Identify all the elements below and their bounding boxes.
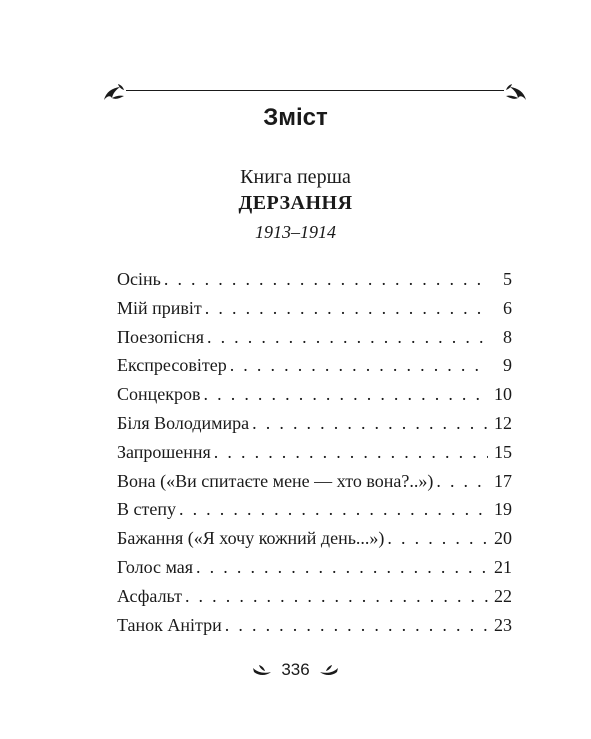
page-footer bbox=[0, 660, 591, 680]
toc-leader-dots bbox=[204, 383, 488, 405]
toc-entry[interactable] bbox=[117, 354, 512, 383]
toc-entry-title: Експресовітер bbox=[117, 355, 227, 376]
toc-leader-dots bbox=[436, 470, 488, 492]
toc-entry-title: Вона («Ви спитаєте мене — хто вона?..») bbox=[117, 470, 434, 491]
toc-entry-title: Осінь bbox=[117, 269, 161, 289]
toc-entry[interactable] bbox=[117, 297, 512, 326]
toc-entry-title: В степу bbox=[117, 499, 176, 520]
toc-entry-page: 6 bbox=[503, 297, 512, 318]
toc-entry[interactable] bbox=[117, 441, 512, 470]
toc-entry-page: 8 bbox=[503, 326, 512, 347]
toc-leader-dots bbox=[387, 527, 488, 549]
toc-entry[interactable] bbox=[117, 326, 512, 355]
toc-leader-dots bbox=[179, 498, 488, 520]
toc-entry[interactable] bbox=[117, 556, 512, 585]
footer-flourish-left-icon bbox=[251, 662, 273, 678]
page-title: Зміст bbox=[263, 104, 328, 131]
toc-entry-title: Запрошення bbox=[117, 441, 211, 462]
book-years: 1913–1914 bbox=[255, 222, 336, 242]
book-label: Книга перша bbox=[240, 166, 351, 188]
flourish-right-icon bbox=[502, 78, 530, 106]
toc-entry-page: 21 bbox=[494, 556, 512, 577]
toc-entry[interactable] bbox=[117, 614, 512, 643]
toc-leader-dots bbox=[185, 585, 488, 607]
toc-leader-dots bbox=[205, 297, 488, 319]
header-rule-line bbox=[126, 90, 504, 91]
toc-entry-title: Бажання («Я хочу кожний день...») bbox=[117, 528, 385, 549]
toc-leader-dots bbox=[164, 268, 488, 290]
toc-entry[interactable] bbox=[117, 527, 512, 556]
toc-leader-dots bbox=[196, 556, 488, 578]
toc-entry-title: Мій привіт bbox=[117, 297, 202, 318]
toc-leader-dots bbox=[225, 614, 488, 636]
toc-entry-page: 20 bbox=[494, 528, 512, 549]
toc-entry-page: 15 bbox=[494, 441, 512, 462]
toc-entry-title: Асфальт bbox=[117, 585, 182, 606]
toc-entry-page: 23 bbox=[494, 614, 512, 635]
toc-entry[interactable] bbox=[117, 383, 512, 412]
toc-leader-dots bbox=[214, 441, 488, 463]
toc-entry-page: 19 bbox=[494, 499, 512, 520]
toc-entry-title: Танок Анітри bbox=[117, 614, 222, 635]
toc-entry-title: Біля Володимира bbox=[117, 412, 250, 433]
toc-entry[interactable] bbox=[117, 470, 512, 499]
toc-entry-page: 5 bbox=[503, 269, 512, 289]
toc-entry[interactable] bbox=[117, 412, 512, 441]
toc-entry-title: Сонцекров bbox=[117, 384, 201, 405]
toc-entry-page: 22 bbox=[494, 585, 512, 606]
footer-flourish-right-icon bbox=[318, 662, 340, 678]
toc-entry-title: Голос мая bbox=[117, 556, 194, 577]
toc-entry[interactable] bbox=[117, 268, 512, 297]
toc-entry-page: 12 bbox=[494, 412, 512, 433]
toc-entry[interactable] bbox=[117, 498, 512, 527]
toc-leader-dots bbox=[207, 326, 488, 348]
toc-entry-page: 9 bbox=[503, 355, 512, 376]
toc-entry-page: 10 bbox=[494, 384, 512, 405]
page-number: 336 bbox=[281, 660, 310, 679]
flourish-left-icon bbox=[100, 78, 128, 106]
table-of-contents bbox=[117, 268, 512, 642]
toc-leader-dots bbox=[252, 412, 488, 434]
toc-entry[interactable] bbox=[117, 585, 512, 614]
toc-entry-title: Поезопісня bbox=[117, 326, 204, 347]
toc-entry-page: 17 bbox=[494, 470, 512, 491]
toc-leader-dots bbox=[230, 354, 488, 376]
book-name: ДЕРЗАННЯ bbox=[238, 192, 353, 214]
